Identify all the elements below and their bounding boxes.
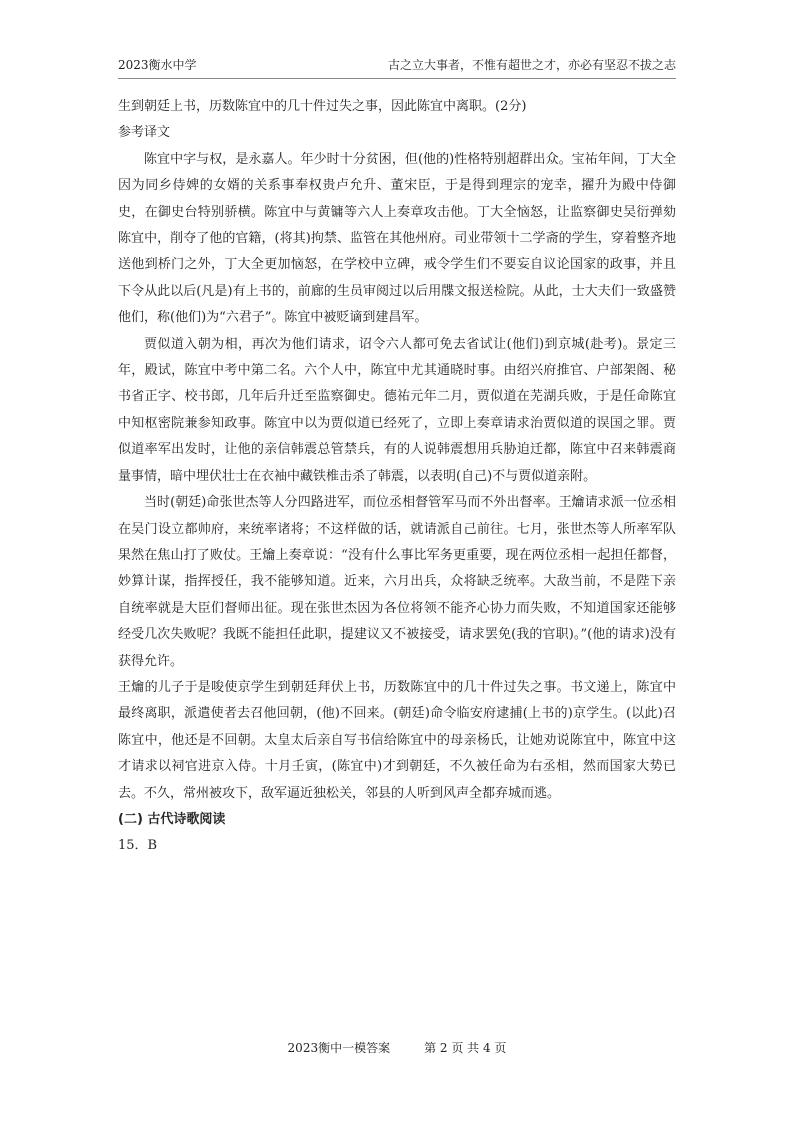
answer-continuation-line: 生到朝廷上书，历数陈宜中的几十件过失之事，因此陈宜中离职。(2分) xyxy=(118,99,527,114)
translation-paragraph-2: 贾似道入朝为相，再次为他们请求，诏令六人都可免去省试让(他们)到京城(赴考)。景定三年，殿试，陈宜中考中第二名。六个人中，陈宜中尤其通晓时事。由绍兴府推官、户部架阁、秘书省正字、校书郎，几年后升迁至监察御史。德祐元年二月，贾似道在芜湖兵败，于是任命陈宜中知枢密院兼参知政事。陈宜中以为贾似道已经死了，立即上奏章请求治贾似道的误国之罪。贾似道率军出发时，让他的亲信韩震总管禁兵，有的人说韩震想用兵胁迫迁都，陈宜中召来韩震商量事情，暗中埋伏壮士在衣袖中藏铁椎击杀了韩震，以表明(自己)不与贾似道亲附。 xyxy=(118,336,676,484)
section-heading: (二) 古代诗歌阅读 xyxy=(118,811,226,827)
header-left-title: 2023衡水中学 xyxy=(118,58,197,72)
footer-page-number: 第 2 页 共 4 页 xyxy=(424,1041,507,1055)
page-footer xyxy=(0,1040,794,1056)
translation-paragraph-3: 当时(朝廷)命张世杰等人分四路进军，而位丞相督管军马而不外出督率。王爚请求派一位丞相在吴门设立都帅府，来统率诸将；不这样做的话，就请派自己前往。七月，张世杰等人所率军队果然在焦山打了败仗。王爚上奏章说：“没有什么事比军务更重要，现在两位丞相一起担任都督，妙算计谋，指挥授任，我不能够知道。近来，六月出兵，众将缺乏统率。大敌当前，不是陛下亲自统率就是大臣们督师出征。现在张世杰因为各位将领不能齐心协力而失败，不知道国家还能够经受几次失败呢？我既不能担任此职，提建议又不被接受，请求罢免(我的官职)。”(他的请求)没有获得允许。 xyxy=(118,495,676,669)
footer-exam-name: 2023衡中一模答案 xyxy=(287,1041,391,1055)
translation-paragraph-4: 王爚的儿子于是唆使京学生到朝廷拜伏上书，历数陈宜中的几十件过失之事。书文递上，陈宜中最终离职，派遣使者去召他回朝，(他)不回来。(朝廷)命令临安府逮捕(上书的)京学生。(以此)召陈宜中，他还是不回朝。太皇太后亲自写书信给陈宜中的母亲杨氏，让她劝说陈宜中，陈宜中这才请求以祠官进京入侍。十月壬寅，(陈宜中)才到朝廷，不久被任命为右丞相，然而国家大势已去。不久，常州被攻下，敌军逼近独松关，邻县的人听到风声全都弃城而逃。 xyxy=(118,679,676,801)
header-divider xyxy=(118,78,676,79)
page-body xyxy=(118,94,676,860)
translation-paragraph-1: 陈宜中字与权，是永嘉人。年少时十分贫困，但(他的)性格特别超群出众。宝祐年间，丁大全因为同乡侍婢的女婿的关系事奉权贵卢允升、董宋臣，于是得到理宗的宠幸，擢升为殿中侍御史，在御史台特别骄横。陈宜中与黄镛等六人上奏章攻击他。丁大全恼怒，让监察御史吴衍弹劾陈宜中，削夺了他的官籍，(将其)拘禁、监管在其他州府。司业带领十二学斋的学生，穿着整齐地送他到桥门之外，丁大全更加恼怒，在学校中立碑，戒令学生们不要妄自议论国家的政事，并且下令从此以后(凡是)有上书的，前廊的生员审阅过以后用牒文报送检院。从此，士大夫们一致盛赞他们，称(他们)为“六君子”。陈宜中被贬谪到建昌军。 xyxy=(118,151,676,326)
header-motto: 古之立大事者，不惟有超世之才，亦必有坚忍不拔之志 xyxy=(387,58,676,72)
page-header xyxy=(118,57,676,73)
answer-15: 15．B xyxy=(118,838,158,854)
translation-title: 参考译文 xyxy=(118,125,171,141)
